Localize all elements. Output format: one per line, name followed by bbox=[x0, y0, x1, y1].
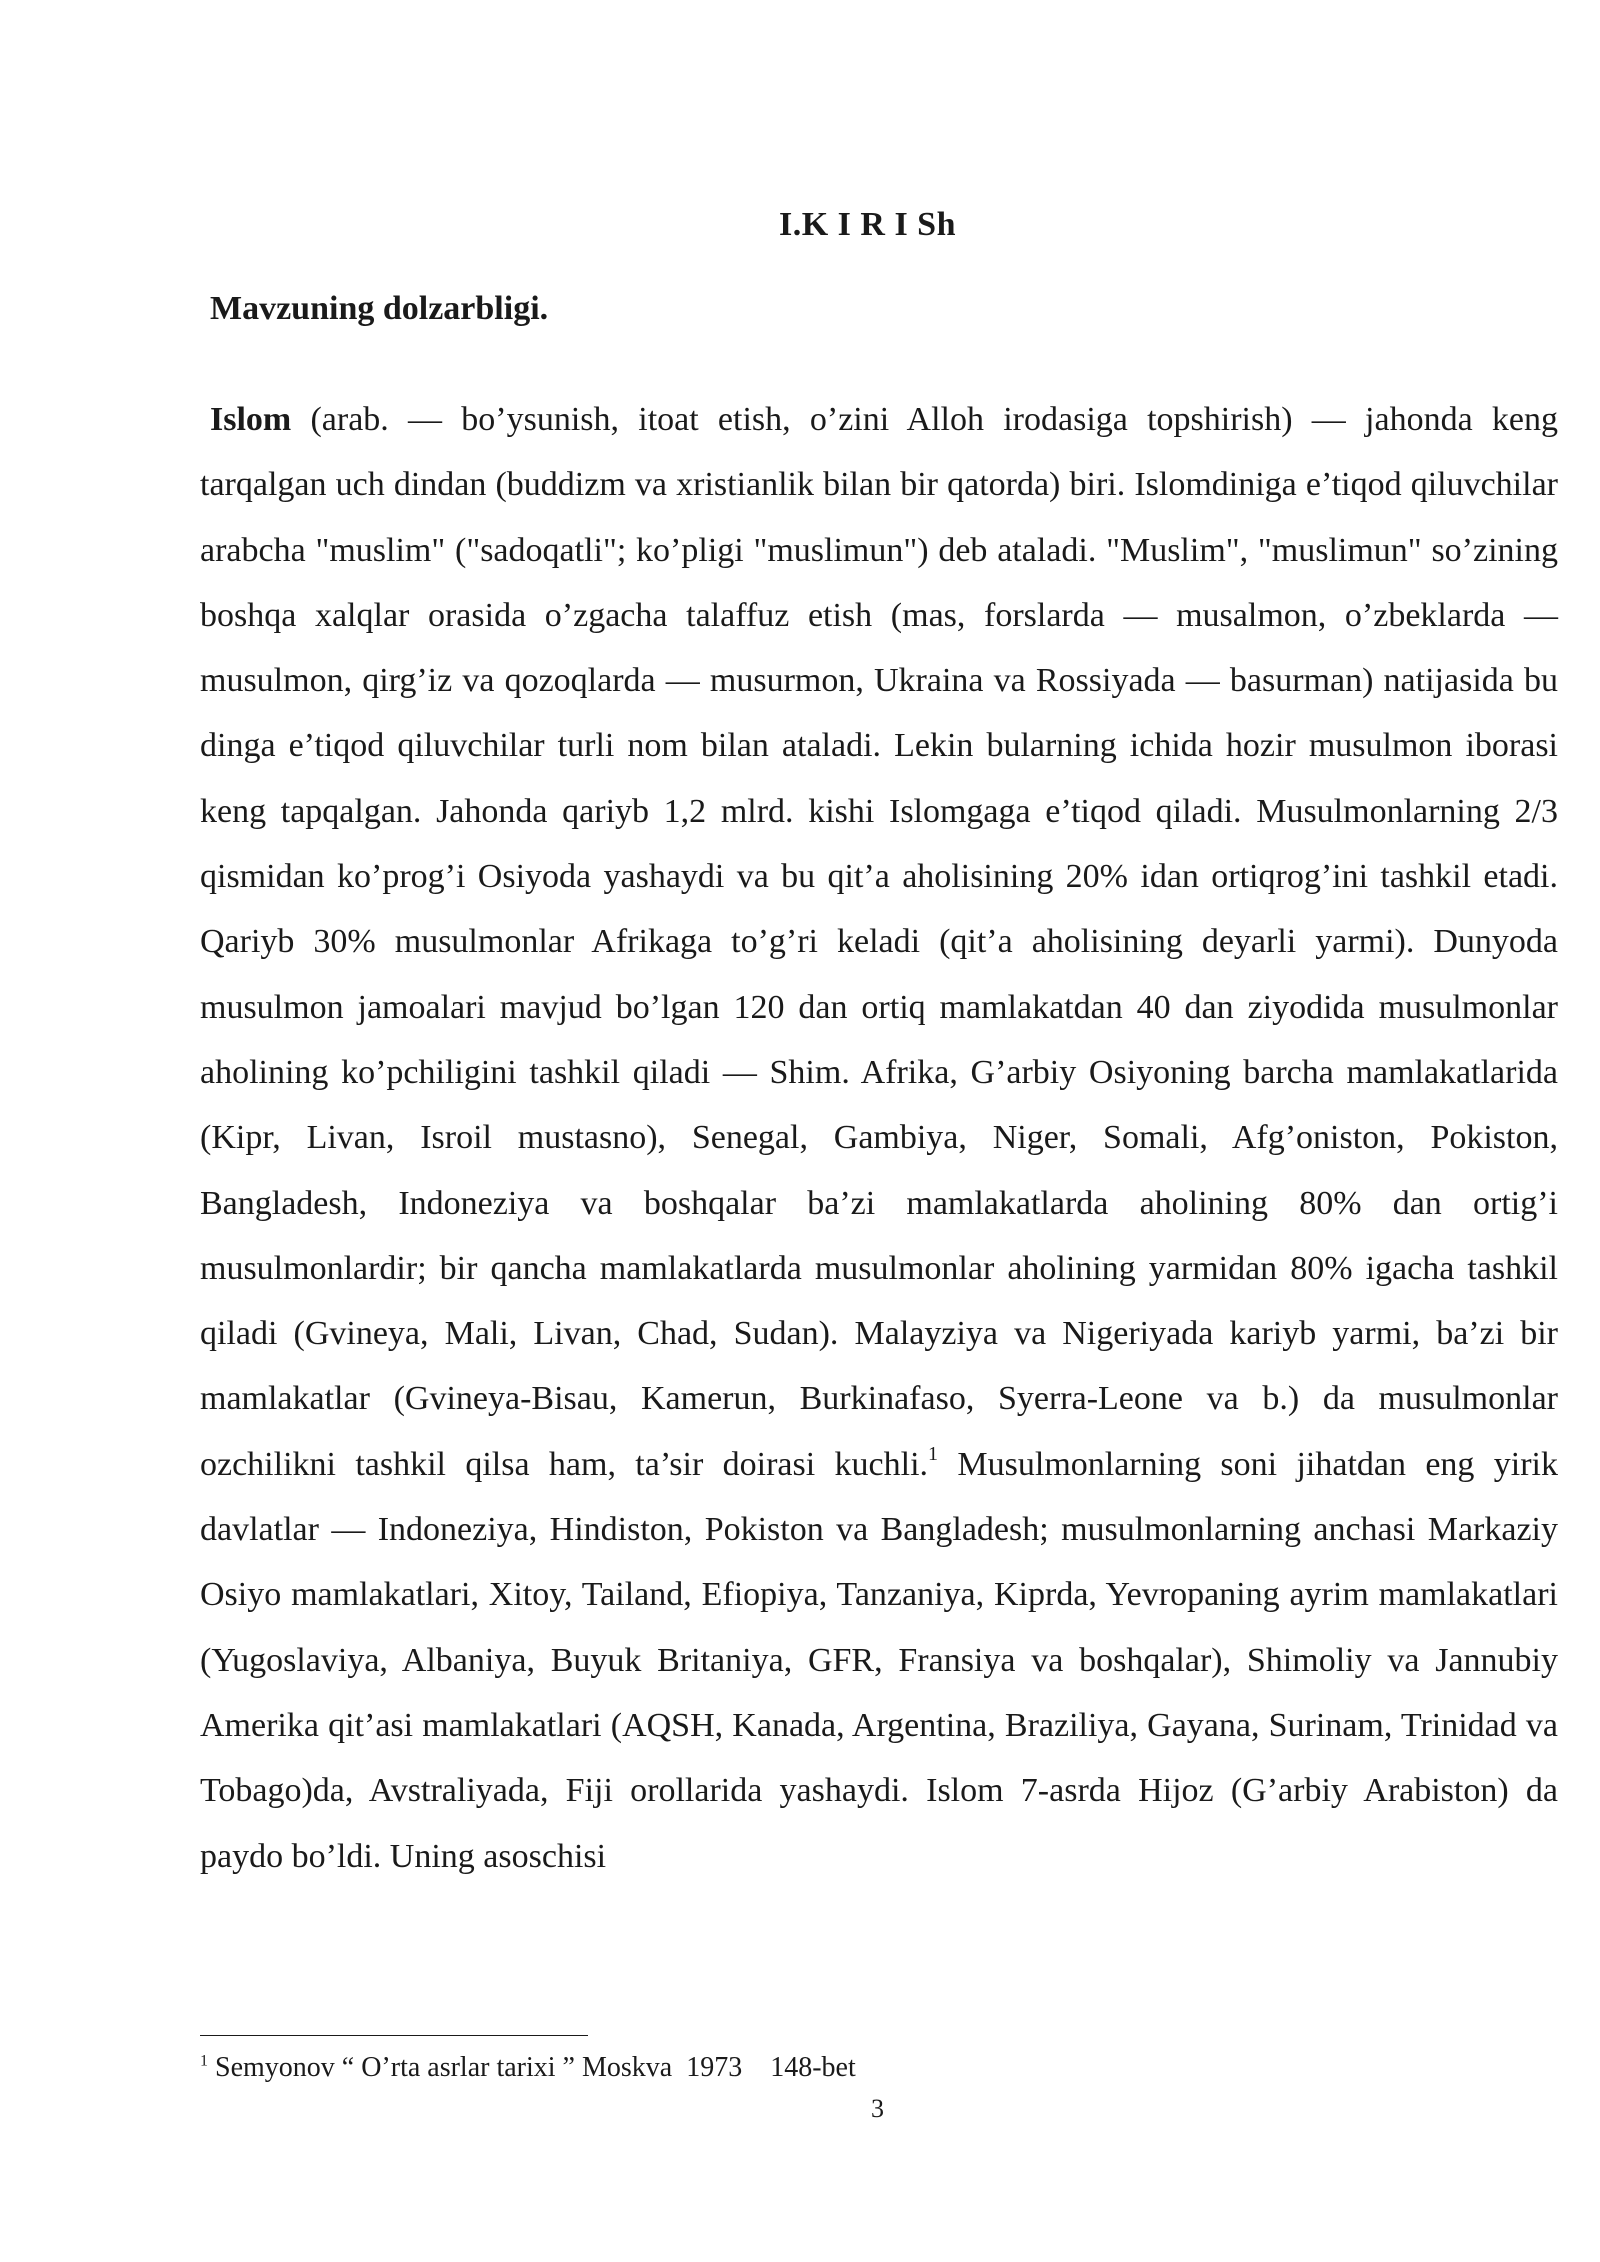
footnote-reference: 1 bbox=[928, 1443, 939, 1466]
paragraph-text-part-2: Musulmonlarning soni jihatdan eng yirik davlatlar — Indoneziya, Hindiston, Pokiston va Bangladesh; musulmonlarning anchasi Markaziy Osiyo mamlakatlari, Xitoy, Tailand, Efiopiya, Tanzaniya, Kiprda, Yevropaning ayrim mamlakatlari (Yugoslaviya, Albaniya, Buyuk Britaniya, GFR, Fransiya va boshqalar), Shimoliy va Jannubiy Amerika qit’asi mamlakatlari (AQSH, Kanada, Argentina, Braziliya, Gayana, Surinam, Trinidad va Tobago)da, Avstraliyada, Fiji orollarida yashaydi. Islom 7-asrda Hijoz (G’arbiy Arabiston) da paydo bo’ldi. Uning asoschisi bbox=[200, 1445, 1559, 1875]
chapter-title: I.K I R I Sh bbox=[778, 206, 956, 243]
footnote-separator bbox=[200, 2035, 588, 2036]
page-number: 3 bbox=[871, 2094, 884, 2123]
footnote-text: Semyonov “ O’rta asrlar tarixi ” Moskva 1973 148-bet bbox=[208, 2052, 856, 2083]
paragraph-text-part-1: (arab. — bo’ysunish, itoat etish, o’zini Alloh irodasiga topshirish) — jahonda keng tarqalgan uch dindan (buddizm va xristianlik bilan bir qatorda) biri. Islomdiniga e’tiqod qiluvchilar arabcha "muslim" ("sadoqatli"; ko’pligi "muslimun") deb ataladi. "Muslim", "muslimun" so’zining boshqa xalqlar orasida o’zgacha talaffuz etish (mas, forslarda — musalmon, o’zbeklarda — musulmon, qirg’iz va qozoqlarda — musurmon, Ukraina va Rossiyada — basurman) natijasida bu dinga e’tiqod qiluvchilar turli nom bilan ataladi. Lekin bularning ichida hozir musulmon iborasi keng tapqalgan. Jahonda qariyb 1,2 mlrd. kishi Islomgaga e’tiqod qiladi. Musulmonlarning 2/3 qismidan ko’prog’i Osiyoda yashaydi va bu qit’a aholisining 20% idan ortiqrog’ini tashkil etadi. Qariyb 30% musulmonlar Afrikaga to’g’ri keladi (qit’a aholisining deyarli yarmi). Dunyoda musulmon jamoalari mavjud bo’lgan 120 dan ortiq mamlakatdan 40 dan ziyodida musulmonlar aholining ko’pchiligini tashkil qiladi — Shim. Afrika, G’arbiy Osiyoning barcha mamlakatlarida (Kipr, Livan, Isroil mustasno), Senegal, Gambiya, Niger, Somali, Afg’oniston, Pokiston, Bangladesh, Indoneziya va boshqalar ba’zi mamlakatlarda aholining 80% dan ortig’i musulmonlardir; bir qancha mamlakatlarda musulmonlar aholining yarmidan 80% igacha tashkil qiladi (Gvineya, Mali, Livan, Chad, Sudan). Malayziya va Nigeriyada kariyb yarmi, ba’zi bir mamlakatlar (Gvineya-Bisau, Kamerun, Burkinafaso, Syerra-Leone va b.) da musulmonlar ozchilikni tashkil qilsa ham, ta’sir doirasi kuchli. bbox=[200, 401, 1558, 1483]
paragraph-lead-term: Islom bbox=[210, 401, 292, 438]
footnote-marker: 1 bbox=[200, 2052, 208, 2070]
body-paragraph bbox=[200, 387, 1558, 1889]
footnote bbox=[200, 2052, 856, 2084]
section-title: Mavzuning dolzarbligi. bbox=[210, 290, 549, 327]
